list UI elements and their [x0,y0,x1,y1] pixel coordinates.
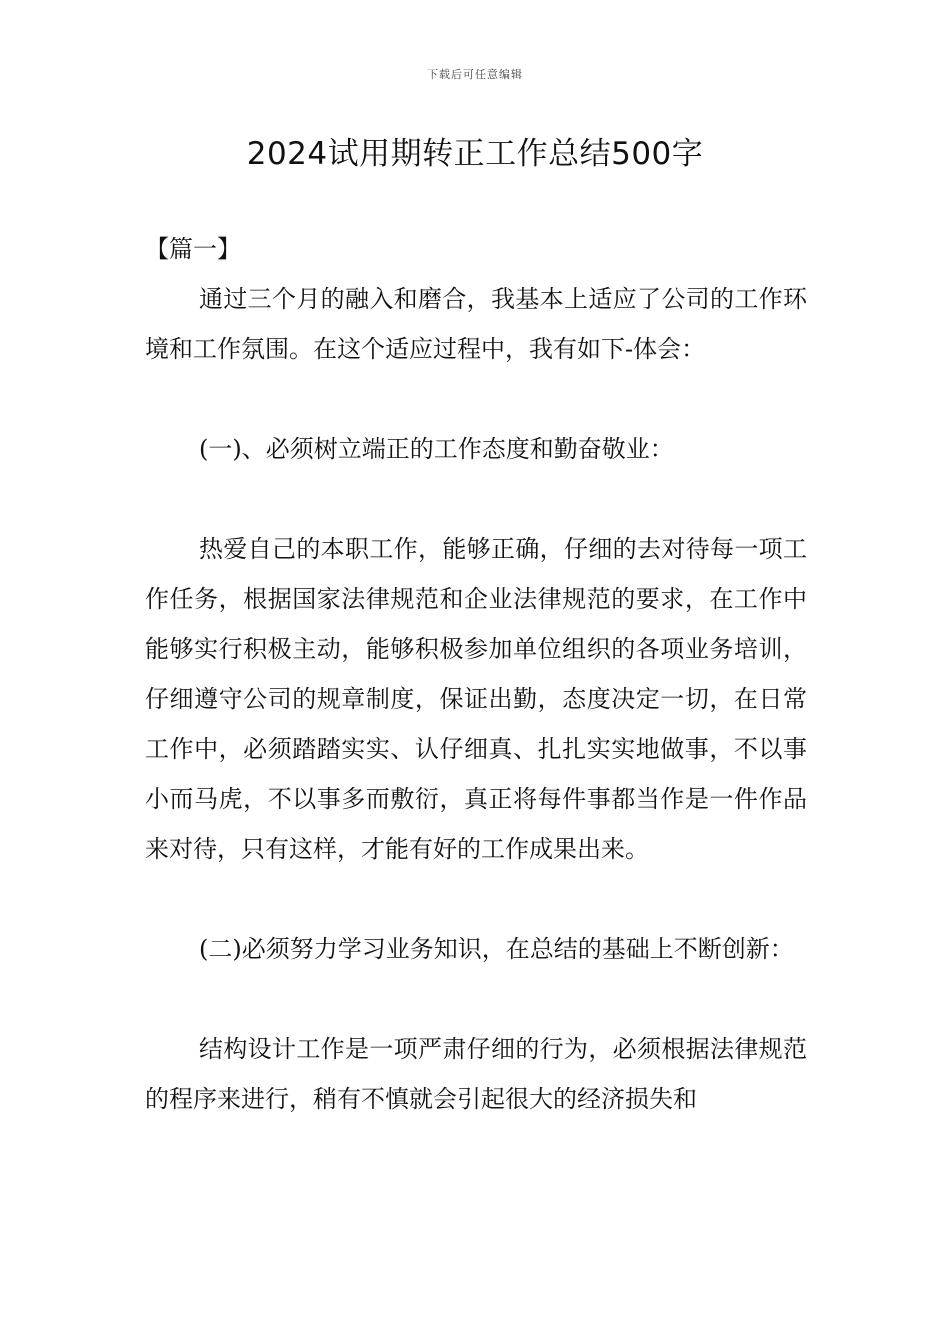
paragraph-gap [145,974,807,1024]
paragraph-gap [145,874,807,924]
heading-section-1: (一)、必须树立端正的工作态度和勤奋敬业： [199,435,674,463]
paragraph-gap [145,374,807,424]
header-note: 下载后可任意编辑 [427,68,523,81]
section-tag: 【篇一】 [145,235,241,263]
document-title: 2024试用期转正工作总结500字 [246,136,704,172]
paragraph-attitude: 热爱自己的本职工作，能够正确，仔细的去对待每一项工作任务，根据国家法律规范和企业法律规范的要求，在工作中能够实行积极主动，能够积极参加单位组织的各项业务培训，仔细遵守公司的规章制度，保证出勤，态度决定一切，在日常工作中，必须踏踏实实、认仔细真、扎扎实实地做事，不以事小而马虎，不以事多而敷衍，真正将每件事都当作是一件作品来对待，只有这样，才能有好的工作成果出来。 [145,535,807,863]
heading-section-2: (二)必须努力学习业务知识，在总结的基础上不断创新： [199,935,794,963]
paragraph-structure-design: 结构设计工作是一项严肃仔细的行为，必须根据法律规范的程序来进行，稍有不慎就会引起很大的经济损失和 [145,1035,807,1113]
paragraph-intro: 通过三个月的融入和磨合，我基本上适应了公司的工作环境和工作氛围。在这个适应过程中，我有如下-体会： [145,285,807,363]
paragraph-gap [145,474,807,524]
document-body [145,224,807,1124]
